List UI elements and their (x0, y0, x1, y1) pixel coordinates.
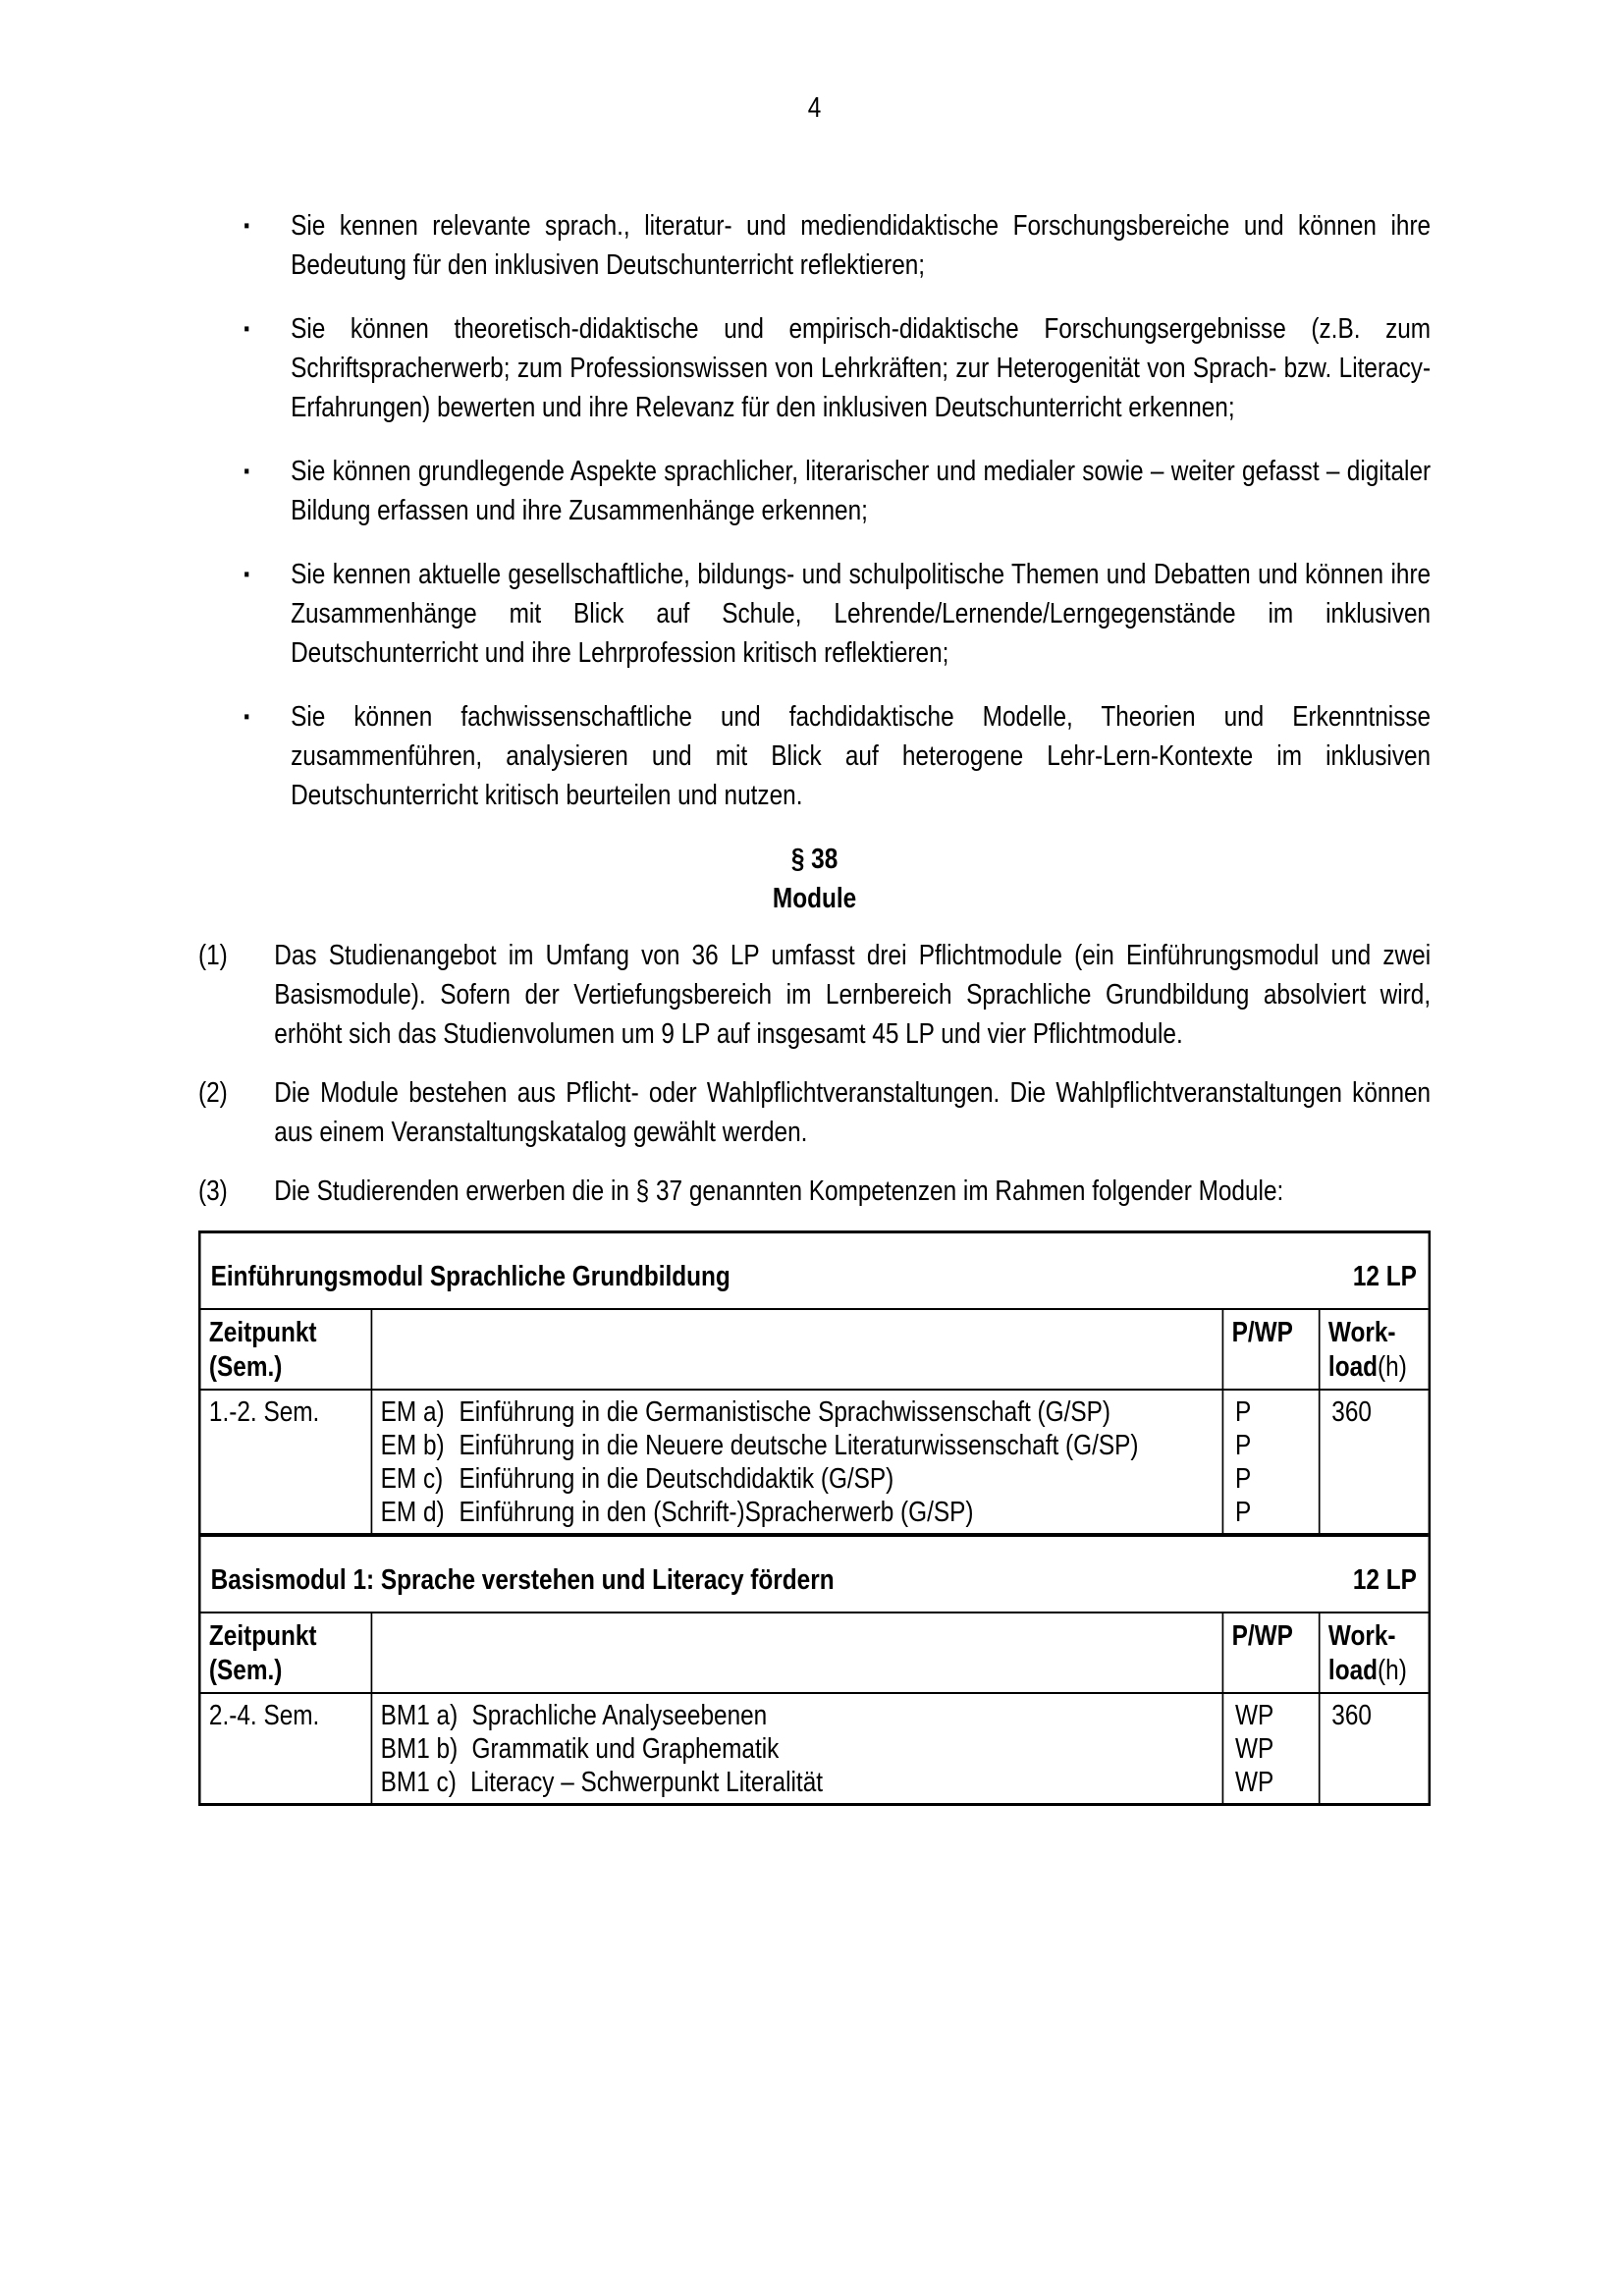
page-content (198, 0, 1431, 1806)
pwp-value: P (1235, 1430, 1252, 1461)
module-lp: 12 LP (1352, 1261, 1417, 1292)
course-line (381, 1429, 1215, 1462)
course-list (371, 1391, 1222, 1533)
module-body-row (201, 1694, 1429, 1803)
course-line (381, 1732, 1215, 1766)
cell-pwp (1222, 1694, 1319, 1803)
bullet-item (198, 452, 1431, 530)
pwp-value: P (1235, 1396, 1252, 1428)
bullet-list (198, 206, 1431, 815)
paragraph-list (198, 936, 1431, 1211)
course-code: EM d) (380, 1497, 445, 1528)
bullet-text: Sie kennen relevante sprach., literatur- und mediendidaktische Forschungsbereiche und können ihre Bedeutung für den inklusiven Deutschunterricht reflektieren; (291, 210, 1432, 281)
header-zeitpunkt: Zeitpunkt (Sem.) (208, 1620, 317, 1686)
course-title: Sprachliche Analyseebenen (471, 1700, 768, 1731)
course-line (381, 1395, 1215, 1429)
header-pwp: P/WP (1222, 1310, 1319, 1389)
pwp-value: WP (1235, 1767, 1274, 1798)
module-title: Basismodul 1: Sprache verstehen und Literacy fördern (210, 1564, 835, 1596)
header-zeitpunkt: Zeitpunkt (Sem.) (208, 1317, 317, 1383)
course-line (381, 1699, 1215, 1732)
course-title: Einführung in den (Schrift-)Spracherwerb (G/SP) (459, 1497, 974, 1528)
course-line (381, 1496, 1215, 1529)
module-title: Einführungsmodul Sprachliche Grundbildung (210, 1261, 730, 1292)
course-code: BM1 c) (380, 1767, 457, 1798)
bullet-item (198, 206, 1431, 285)
bullet-text: Sie können fachwissenschaftliche und fachdidaktische Modelle, Theorien und Erkenntnisse zusammenführen, analysieren und mit Blick auf heterogene Lehr-Lern-Kontexte im inklusiven Deutschunterricht kritisch beurteilen und nutzen. (291, 701, 1432, 811)
course-title: Einführung in die Neuere deutsche Literaturwissenschaft (G/SP) (459, 1430, 1139, 1461)
bullet-marker-icon: ▪ (243, 564, 250, 585)
section-heading-title: Module (772, 883, 857, 914)
course-title: Einführung in die Germanistische Sprachwissenschaft (G/SP) (459, 1396, 1110, 1428)
cell-workload (1319, 1694, 1434, 1803)
course-line (381, 1462, 1215, 1496)
bullet-text: Sie können theoretisch-didaktische und empirisch-didaktische Forschungsergebnisse (z.B. zum Schriftspracherwerb; zum Professionswissen von Lehrkräften; zur Heterogenität von Sprach- bzw. Literacy-Erfahrungen) bewerten und ihre Relevanz für den inklusiven Deutschunterricht erkennen; (291, 313, 1432, 423)
paragraph-number: (1) (198, 940, 228, 971)
bullet-item (198, 555, 1431, 673)
bullet-marker-icon: ▪ (243, 706, 250, 728)
module-title-row (201, 1537, 1429, 1613)
section-heading-number: § 38 (790, 844, 839, 875)
paragraph-text: Die Studierenden erwerben die in § 37 genannten Kompetenzen im Rahmen folgender Module: (274, 1175, 1284, 1207)
workload-value: 360 (1331, 1700, 1372, 1731)
module-body-row (201, 1391, 1429, 1537)
bullet-text: Sie können grundlegende Aspekte sprachlicher, literarischer und medialer sowie – weiter gefasst – digitaler Bildung erfassen und ihre Zusammenhänge erkennen; (291, 456, 1432, 526)
cell-zeitpunkt: 1.-2. Sem. (208, 1396, 320, 1428)
workload-value: 360 (1331, 1396, 1372, 1428)
header-pwp: P/WP (1222, 1613, 1319, 1692)
course-code: EM b) (380, 1430, 445, 1461)
bullet-item (198, 697, 1431, 815)
module-lp: 12 LP (1352, 1564, 1417, 1596)
pwp-value: WP (1235, 1733, 1274, 1765)
cell-pwp (1222, 1391, 1319, 1533)
bullet-item (198, 309, 1431, 427)
paragraph-number: (2) (198, 1077, 228, 1109)
paragraph-item (198, 1172, 1431, 1211)
paragraph-text: Das Studienangebot im Umfang von 36 LP umfasst drei Pflichtmodule (ein Einführungsmodul und zwei Basismodule). Sofern der Vertiefungsbereich im Lernbereich Sprachliche Grundbildung absolviert wird, erhöht sich das Studienvolumen um 9 LP auf insgesamt 45 LP und vier Pflichtmodule. (274, 940, 1432, 1050)
paragraph-number: (3) (198, 1175, 228, 1207)
bullet-marker-icon: ▪ (243, 318, 250, 340)
table-header-row (201, 1310, 1429, 1391)
course-code: EM a) (380, 1396, 445, 1428)
course-code: BM1 b) (380, 1733, 459, 1765)
course-code: EM c) (380, 1463, 444, 1495)
header-workload: Work- load(h) (1319, 1310, 1434, 1389)
header-workload: Work- load(h) (1319, 1613, 1434, 1692)
section-heading (198, 840, 1431, 918)
cell-zeitpunkt: 2.-4. Sem. (208, 1700, 320, 1731)
course-title: Grammatik und Graphematik (471, 1733, 780, 1765)
table-header-row (201, 1613, 1429, 1694)
cell-workload (1319, 1391, 1434, 1533)
paragraph-text: Die Module bestehen aus Pflicht- oder Wahlpflichtveranstaltungen. Die Wahlpflichtveranstaltungen können aus einem Veranstaltungskatalog gewählt werden. (274, 1077, 1432, 1148)
course-list (371, 1694, 1222, 1803)
header-course-spacer (371, 1310, 1222, 1389)
pwp-value: P (1235, 1463, 1252, 1495)
course-code: BM1 a) (380, 1700, 459, 1731)
course-title: Literacy – Schwerpunkt Literalität (470, 1767, 824, 1798)
bullet-text: Sie kennen aktuelle gesellschaftliche, bildungs- und schulpolitische Themen und Debatten und können ihre Zusammenhänge mit Blick auf Schule, Lehrende/Lernende/Lerngegenstände im inklusiven Deutschunterricht und ihre Lehrprofession kritisch reflektieren; (291, 559, 1432, 669)
bullet-marker-icon: ▪ (243, 215, 250, 237)
header-course-spacer (371, 1613, 1222, 1692)
course-title: Einführung in die Deutschdidaktik (G/SP) (459, 1463, 894, 1495)
module-title-row (201, 1233, 1429, 1310)
paragraph-item (198, 1073, 1431, 1152)
page-number: 4 (807, 92, 822, 124)
pwp-value: WP (1235, 1700, 1274, 1731)
modules-table (198, 1230, 1431, 1806)
course-line (381, 1766, 1215, 1799)
pwp-value: P (1235, 1497, 1252, 1528)
paragraph-item (198, 936, 1431, 1054)
bullet-marker-icon: ▪ (243, 461, 250, 482)
